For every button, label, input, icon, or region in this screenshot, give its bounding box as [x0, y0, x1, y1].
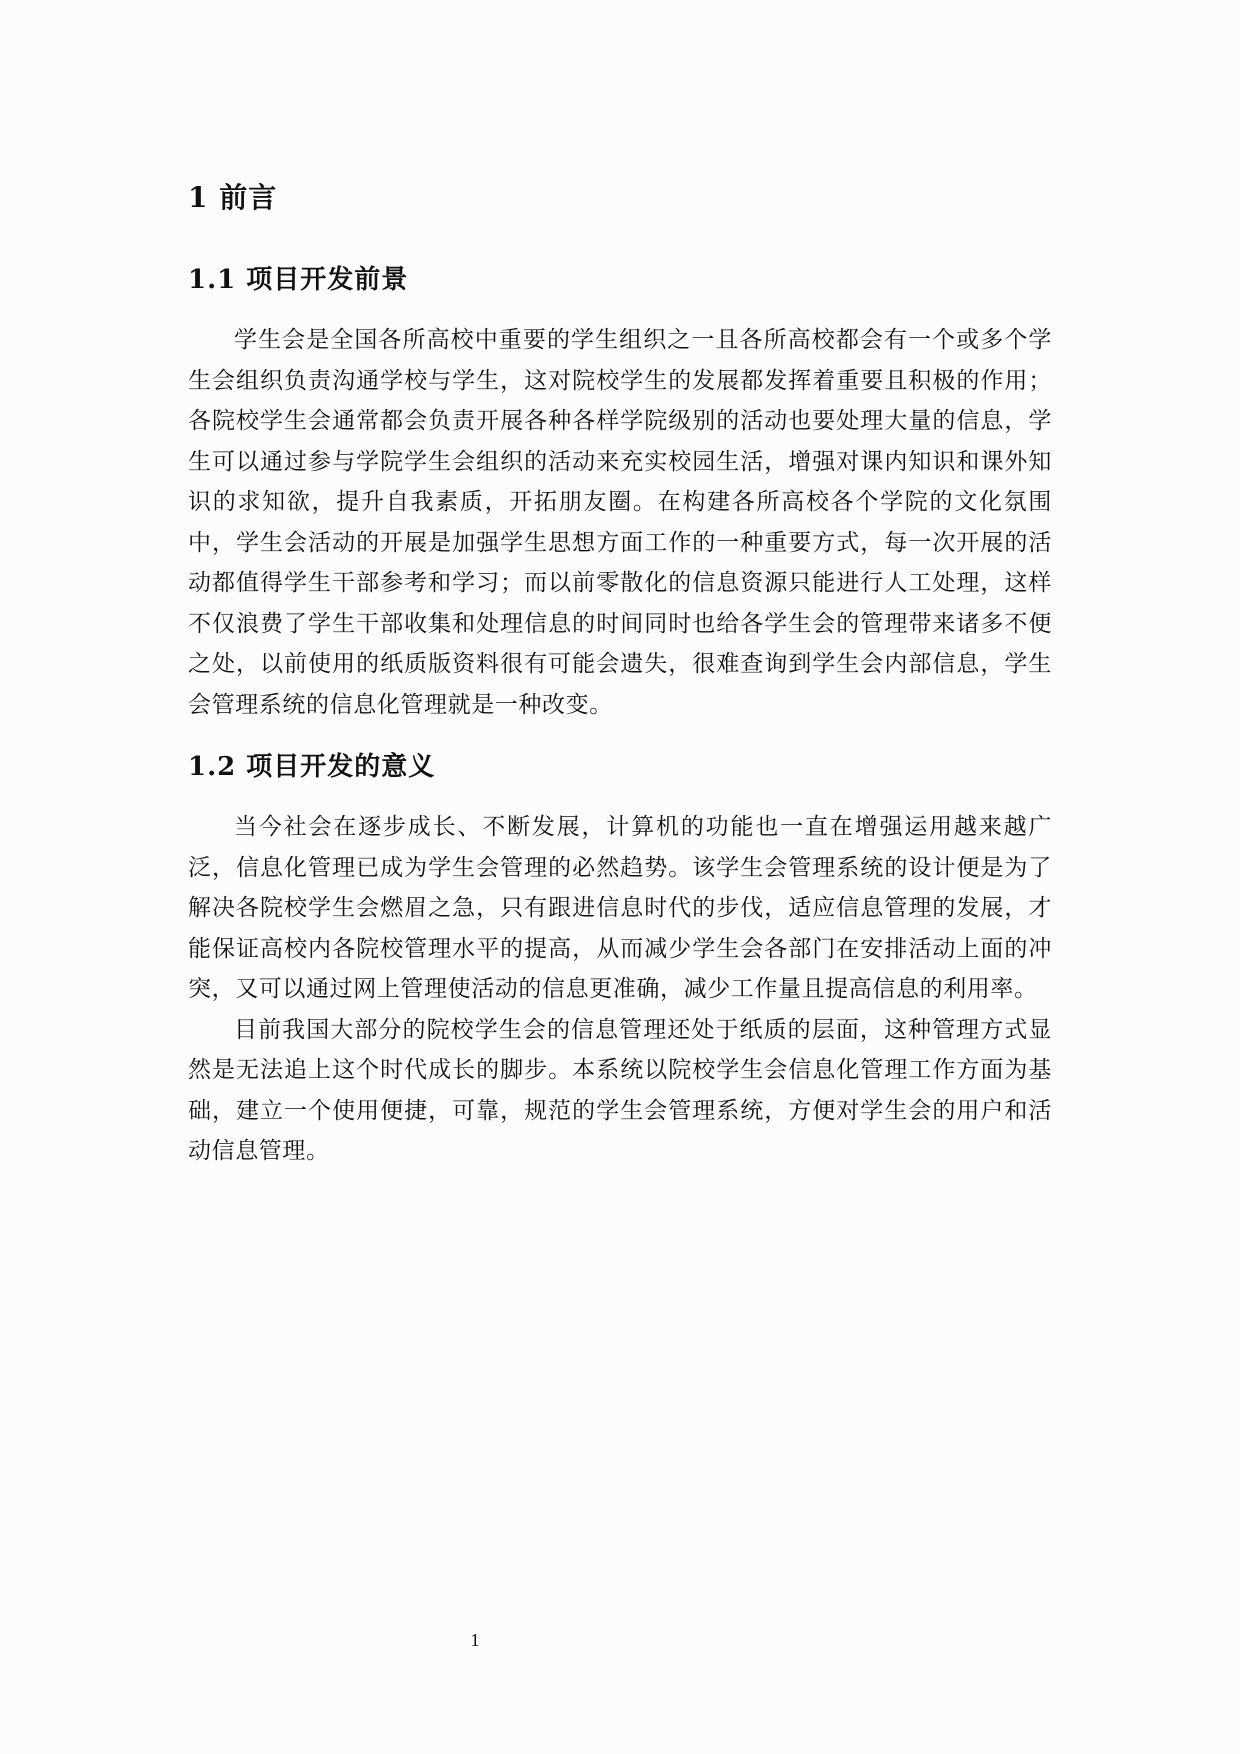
section-heading: 1.1 项目开发前景: [188, 265, 409, 295]
section-project-background: [188, 260, 1052, 725]
body-paragraph: 目前我国大部分的院校学生会的信息管理还处于纸质的层面，这种管理方式显然是无法追上这个时代成长的脚步。本系统以院校学生会信息化管理工作方面为基础，建立一个使用便捷，可靠，规范的学生会管理系统，方便对学生会的用户和活动信息管理。: [188, 1016, 1052, 1164]
body-paragraph: 学生会是全国各所高校中重要的学生组织之一且各所高校都会有一个或多个学生会组织负责沟通学校与学生，这对院校学生的发展都发挥着重要且积极的作用；各院校学生会通常都会负责开展各种各样学院级别的活动也要处理大量的信息，学生可以通过参与学院学生会组织的活动来充实校园生活，增强对课内知识和课外知识的求知欲，提升自我素质，开拓朋友圈。在构建各所高校各个学院的文化氛围中，学生会活动的开展是加强学生思想方面工作的一种重要方式，每一次开展的活动都值得学生干部参考和学习；而以前零散化的信息资源只能进行人工处理，这样不仅浪费了学生干部收集和处理信息的时间同时也给各学生会的管理带来诸多不便之处，以前使用的纸质版资料很有可能会遗失，很难查询到学生会内部信息，学生会管理系统的信息化管理就是一种改变。: [188, 327, 1052, 718]
page-number: 1: [470, 1630, 480, 1650]
chapter-title: 1 前言: [188, 181, 278, 214]
section-heading: 1.2 项目开发的意义: [188, 752, 436, 782]
page-content: [188, 176, 1052, 1172]
section-project-significance: [188, 747, 1052, 1172]
body-paragraph: 当今社会在逐步成长、不断发展，计算机的功能也一直在增强运用越来越广泛，信息化管理已成为学生会管理的必然趋势。该学生会管理系统的设计便是为了解决各院校学生会燃眉之急，只有跟进信息时代的步伐，适应信息管理的发展，才能保证高校内各院校管理水平的提高，从而减少学生会各部门在安排活动上面的冲突，又可以通过网上管理使活动的信息更准确，减少工作量且提高信息的利用率。: [188, 814, 1052, 1002]
